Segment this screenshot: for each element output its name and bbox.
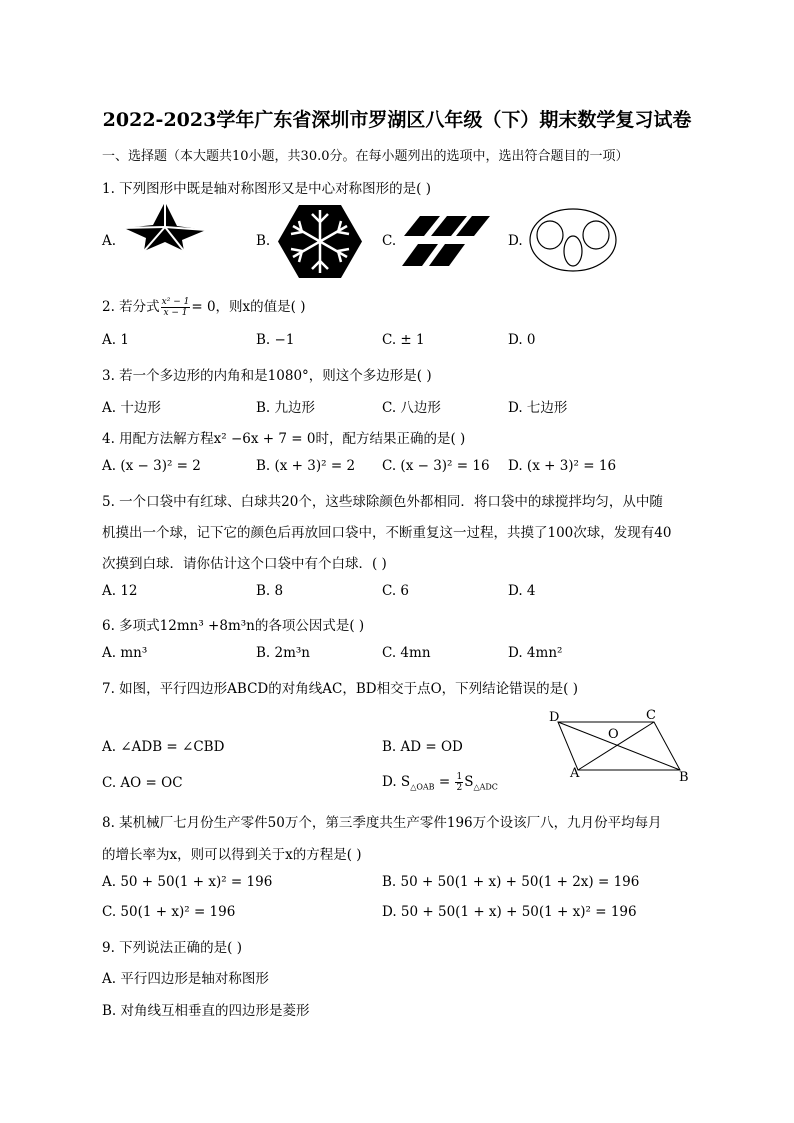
q7-d-sub2: △ADC — [473, 782, 498, 792]
q7-d-numerator: 1 — [456, 772, 463, 782]
q4-option-d: D. (x + 3)² = 16 — [508, 458, 617, 474]
q7-option-a: A. ∠ADB = ∠CBD — [102, 739, 225, 755]
q4-option-c: C. (x − 3)² = 16 — [382, 458, 490, 474]
q2-stem-pre: 2. 若分式 — [102, 299, 160, 315]
section-heading: 一、选择题（本大题共10小题，共30.0分。在每小题列出的选项中，选出符合题目的一项） — [102, 149, 629, 164]
question-8-line-2: 的增长率为x，则可以得到关于x的方程是( ) — [102, 847, 362, 863]
q5-option-c: C. 6 — [382, 583, 410, 599]
q3-option-c: C. 八边形 — [382, 400, 441, 416]
q5-option-a: A. 12 — [102, 583, 138, 599]
question-1-stem: 1. 下列图形中既是轴对称图形又是中心对称图形的是( ) — [102, 181, 431, 197]
q2-denominator: x − 1 — [163, 308, 188, 318]
q3-option-d: D. 七边形 — [508, 400, 568, 416]
q9-option-a: A. 平行四边形是轴对称图形 — [102, 971, 269, 987]
q2-option-a: A. 1 — [102, 332, 129, 348]
q1-option-d-label: D. — [508, 233, 523, 249]
q7-d-sub1: △OAB — [410, 782, 435, 792]
q2-option-b: B. −1 — [256, 332, 295, 348]
q8-option-b: B. 50 + 50(1 + x) + 50(1 + 2x) = 196 — [382, 874, 640, 890]
question-8-line-1: 8. 某机械厂七月份生产零件50万个，第三季度共生产零件196万个设该厂八，九月份平均每月 — [102, 815, 662, 831]
question-6-stem: 6. 多项式12mn³ +8m³n的各项公因式是( ) — [102, 618, 365, 634]
question-4-stem: 4. 用配方法解方程x² −6x + 7 = 0时，配方结果正确的是( ) — [102, 431, 466, 447]
q7-d-prefix: D. S — [382, 774, 411, 790]
q1-star-icon — [122, 200, 208, 252]
q7-fig-label-o: O — [608, 727, 619, 742]
q7-d-eq: = — [434, 774, 455, 790]
q1-circles-icon — [528, 207, 618, 273]
question-2-stem — [102, 295, 306, 318]
q2-stem-post: = 0，则x的值是( ) — [191, 299, 306, 315]
q8-option-a: A. 50 + 50(1 + x)² = 196 — [102, 874, 273, 890]
q7-fig-label-b: B — [679, 770, 689, 785]
q2-option-d: D. 0 — [508, 332, 536, 348]
q8-option-c: C. 50(1 + x)² = 196 — [102, 904, 236, 920]
q2-option-c: C. ± 1 — [382, 332, 425, 348]
q8-option-d: D. 50 + 50(1 + x) + 50(1 + x)² = 196 — [382, 904, 637, 920]
q6-option-d: D. 4mn² — [508, 645, 563, 661]
q6-option-a: A. mn³ — [102, 645, 148, 661]
q7-parallelogram-figure — [540, 708, 690, 788]
q7-option-d — [382, 772, 498, 793]
question-5-line-2: 机摸出一个球，记下它的颜色后再放回口袋中，不断重复这一过程，共摸了100次球，发现有40 — [102, 525, 672, 541]
q5-option-b: B. 8 — [256, 583, 284, 599]
q1-option-a-label: A. — [102, 233, 117, 249]
q4-option-a: A. (x − 3)² = 2 — [102, 458, 201, 474]
question-5-line-1: 5. 一个口袋中有红球、白球共20个，这些球除颜色外都相同．将口袋中的球搅拌均匀，从中随 — [102, 494, 663, 510]
q3-option-b: B. 九边形 — [256, 400, 316, 416]
q3-option-a: A. 十边形 — [102, 400, 161, 416]
q1-option-c-label: C. — [382, 233, 397, 249]
q5-option-d: D. 4 — [508, 583, 536, 599]
q1-parallelograms-icon — [402, 214, 492, 268]
q6-option-c: C. 4mn — [382, 645, 431, 661]
q7-d-s: S — [464, 774, 474, 790]
question-5-line-3: 次摸到白球．请你估计这个口袋中有个白球．( ) — [102, 556, 387, 572]
q7-d-fraction — [455, 772, 463, 793]
q7-fig-label-a: A — [570, 766, 580, 781]
page-title: 2022-2023学年广东省深圳市罗湖区八年级（下）期末数学复习试卷 — [102, 109, 692, 131]
q1-snowflake-hexagon-icon — [277, 204, 363, 279]
question-9-stem: 9. 下列说法正确的是( ) — [102, 940, 242, 956]
q1-option-b-label: B. — [256, 233, 271, 249]
q2-numerator: x² − 1 — [161, 297, 190, 307]
q6-option-b: B. 2m³n — [256, 645, 310, 661]
q7-fig-label-d: D — [549, 710, 560, 725]
q7-option-b: B. AD = OD — [382, 739, 463, 755]
q7-option-c: C. AO = OC — [102, 775, 183, 791]
q7-d-denominator: 2 — [456, 783, 463, 793]
question-3-stem: 3. 若一个多边形的内角和是1080°，则这个多边形是( ) — [102, 368, 432, 384]
q4-option-b: B. (x + 3)² = 2 — [256, 458, 356, 474]
q7-fig-label-c: C — [646, 708, 656, 723]
q2-fraction — [161, 297, 191, 318]
q9-option-b: B. 对角线互相垂直的四边形是菱形 — [102, 1003, 310, 1019]
question-7-stem: 7. 如图，平行四边形ABCD的对角线AC，BD相交于点O，下列结论错误的是( ) — [102, 681, 578, 697]
